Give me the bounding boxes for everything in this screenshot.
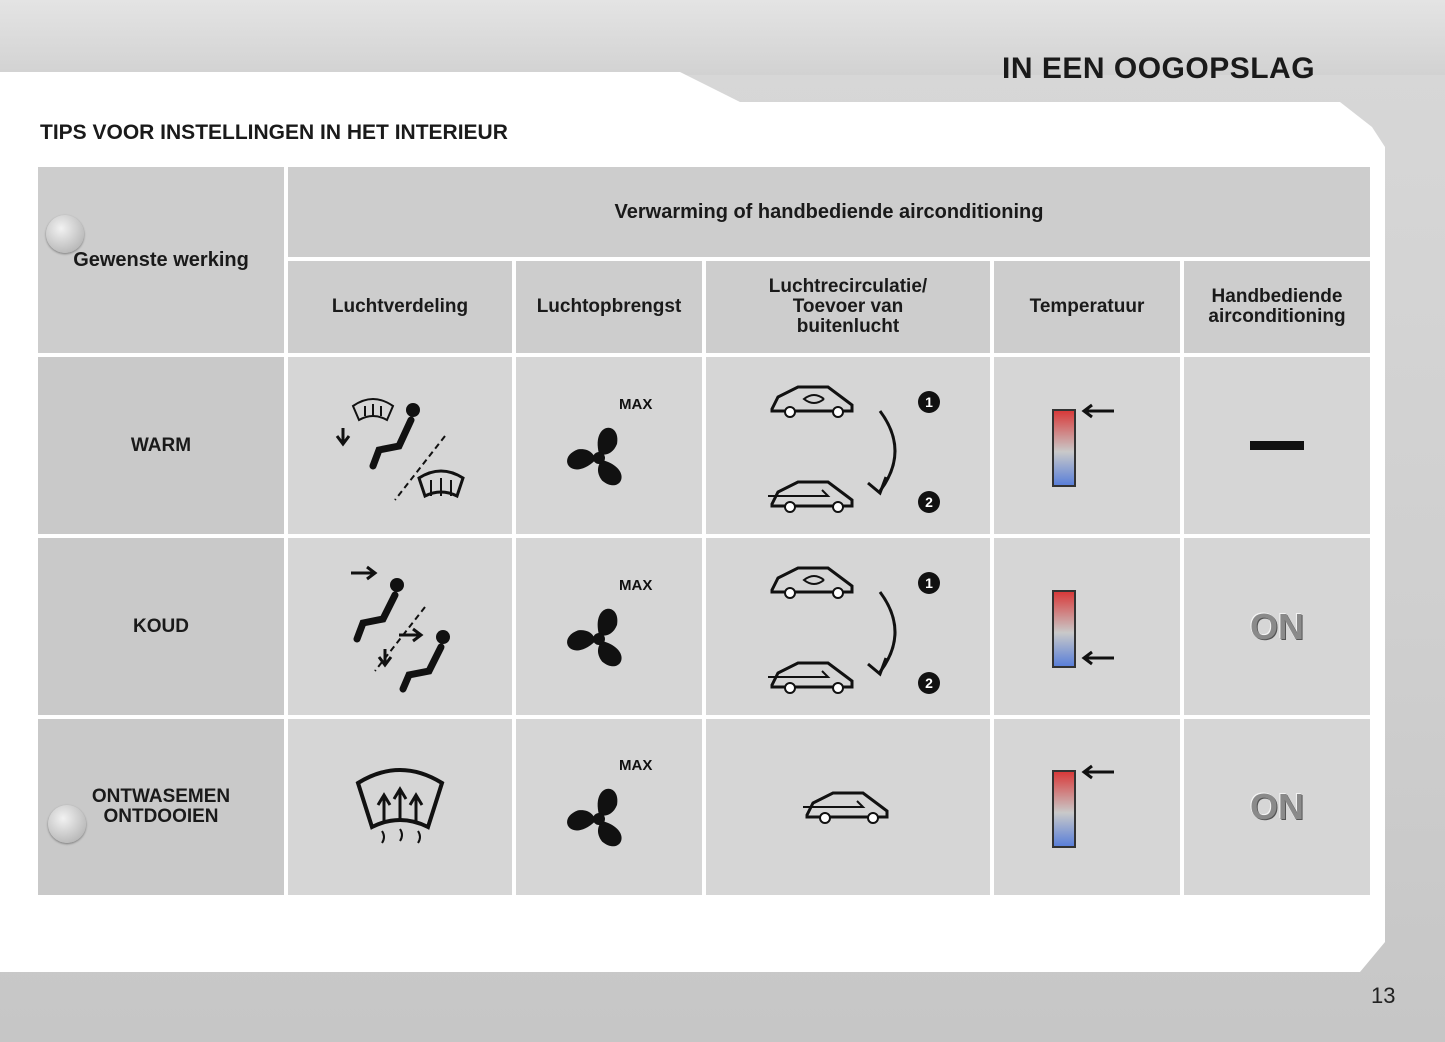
col-header-air-distribution <box>288 261 512 353</box>
sequence-arrow-icon <box>860 401 920 501</box>
col-header-label: Handbediende airconditioning <box>1208 286 1346 327</box>
temperature-koud <box>994 538 1180 715</box>
step-two-badge: 2 <box>918 491 940 513</box>
row-label-text: ONTWASEMEN ONTDOOIEN <box>91 786 231 827</box>
fan-max-label: MAX <box>619 576 653 594</box>
col-header-air-flow <box>516 261 702 353</box>
binder-hole-icon <box>46 215 84 253</box>
air-flow-warm <box>516 357 702 534</box>
temperature-slider-icon <box>1052 401 1122 491</box>
row-label-koud <box>38 538 284 715</box>
col-header-label: Luchtopbrengst <box>536 296 682 318</box>
temperature-slider-icon <box>1052 762 1122 852</box>
air-distribution-warm <box>288 357 512 534</box>
desired-operation-header <box>38 167 284 353</box>
row-label-text: KOUD <box>133 615 189 637</box>
recirculation-car-icon <box>768 381 858 421</box>
defrost-and-feet-distribution-icon <box>315 376 485 516</box>
page-subtitle: TIPS VOOR INSTELLINGEN IN HET INTERIEUR <box>40 121 508 144</box>
section-title: IN EEN OOGOPSLAG <box>1002 52 1316 85</box>
col-header-label: Temperatuur <box>1029 296 1145 318</box>
group-header-label: Verwarming of handbediende airconditioning <box>614 200 1044 223</box>
recirculation-demist <box>706 719 990 895</box>
row-label-text: WARM <box>130 434 192 456</box>
temperature-warm <box>994 357 1180 534</box>
air-flow-koud <box>516 538 702 715</box>
air-distribution-demist <box>288 719 512 895</box>
binder-hole-icon <box>48 805 86 843</box>
temperature-slider-icon <box>1052 582 1122 672</box>
page-number: 13 <box>1371 983 1396 1008</box>
recirculation-warm <box>706 357 990 534</box>
col-header-label: Luchtrecirculatie/ Toevoer van buitenlucht <box>768 276 928 337</box>
outside-air-car-icon <box>803 787 893 827</box>
manual-ac-koud <box>1184 538 1370 715</box>
windscreen-defrost-icon <box>350 767 450 847</box>
ac-on-indicator: ON <box>1250 786 1304 827</box>
fan-icon <box>559 757 659 857</box>
air-distribution-koud <box>288 538 512 715</box>
outside-air-car-icon <box>768 476 858 516</box>
settings-table <box>38 167 1358 883</box>
face-and-feet-distribution-icon <box>315 557 485 697</box>
step-one-badge: 1 <box>918 572 940 594</box>
fan-max-label: MAX <box>619 757 653 774</box>
air-flow-demist <box>516 719 702 895</box>
manual-ac-warm <box>1184 357 1370 534</box>
desired-operation-label: Gewenste werking <box>73 248 249 271</box>
recirculation-car-icon <box>768 562 858 602</box>
temperature-demist <box>994 719 1180 895</box>
recirculation-koud <box>706 538 990 715</box>
row-label-demist <box>38 719 284 895</box>
col-header-temperature <box>994 261 1180 353</box>
row-label-warm <box>38 357 284 534</box>
fan-max-label: MAX <box>619 395 653 413</box>
fan-icon <box>559 577 659 677</box>
group-header <box>288 167 1370 257</box>
step-one-badge: 1 <box>918 391 940 413</box>
col-header-recirculation <box>706 261 990 353</box>
sequence-arrow-icon <box>860 582 920 682</box>
manual-ac-demist <box>1184 719 1370 895</box>
outside-air-car-icon <box>768 657 858 697</box>
col-header-label: Luchtverdeling <box>331 296 469 318</box>
ac-on-indicator: ON <box>1250 605 1304 647</box>
col-header-manual-ac <box>1184 261 1370 353</box>
fan-icon <box>559 396 659 496</box>
step-two-badge: 2 <box>918 672 940 694</box>
ac-off-icon <box>1250 441 1304 450</box>
